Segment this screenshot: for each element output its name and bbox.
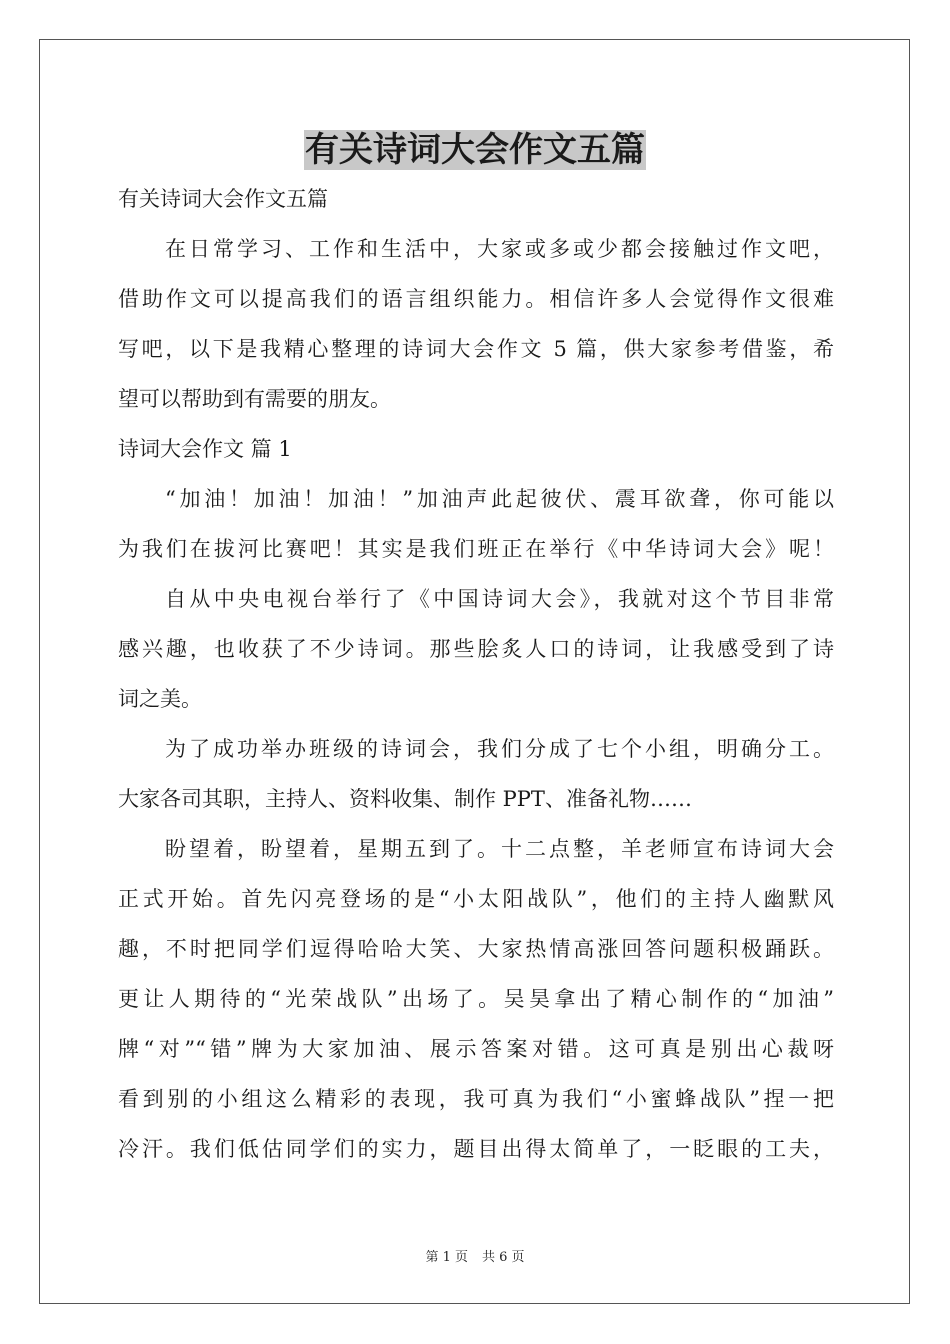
section-heading: 诗词大会作文 篇 1 [118,437,292,461]
text-line: 自从中央电视台举行了《中国诗词大会》，我就对这个节目非常 [165,587,834,611]
text-line: 有关诗词大会作文五篇 [118,187,328,211]
text-line: 望可以帮助到有需要的朋友。 [118,387,391,411]
text-line: 牌“对”“错”牌为大家加油、展示答案对错。这可真是别出心裁呀 [118,1037,834,1061]
text-line: 借助作文可以提高我们的语言组织能力。相信许多人会觉得作文很难 [118,287,834,311]
text-line: 在日常学习、工作和生活中，大家或多或少都会接触过作文吧， [165,237,834,261]
page-number: 第 1 页 [425,1250,468,1265]
text-line: 为我们在拔河比赛吧！其实是我们班正在举行《中华诗词大会》呢！ [118,537,834,561]
text-line: 正式开始。首先闪亮登场的是“小太阳战队”，他们的主持人幽默风 [118,887,834,911]
text-line: “加油！加油！加油！”加油声此起彼伏、震耳欲聋，你可能以 [165,487,834,511]
text-line: 盼望着，盼望着，星期五到了。十二点整，羊老师宣布诗词大会 [165,837,834,861]
page-footer [0,1246,950,1265]
text-line: 大家各司其职，主持人、资料收集、制作 PPT、准备礼物…… [118,787,692,811]
text-line: 写吧，以下是我精心整理的诗词大会作文 5 篇，供大家参考借鉴，希 [118,337,834,361]
page-total: 共 6 页 [482,1250,525,1265]
document-body [118,174,834,1174]
text-line: 感兴趣，也收获了不少诗词。那些脍炙人口的诗词，让我感受到了诗 [118,637,834,661]
text-line: 为了成功举办班级的诗词会，我们分成了七个小组，明确分工。 [165,737,834,761]
text-line: 更让人期待的“光荣战队”出场了。吴昊拿出了精心制作的“加油” [118,987,834,1011]
text-line: 词之美。 [118,687,202,711]
text-line: 看到别的小组这么精彩的表现，我可真为我们“小蜜蜂战队”捏一把 [118,1087,834,1111]
text-line: 冷汗。我们低估同学们的实力，题目出得太简单了，一眨眼的工夫， [118,1137,834,1161]
text-line: 趣，不时把同学们逗得哈哈大笑、大家热情高涨回答问题积极踊跃。 [118,937,834,961]
document-title: 有关诗词大会作文五篇 [305,130,645,170]
